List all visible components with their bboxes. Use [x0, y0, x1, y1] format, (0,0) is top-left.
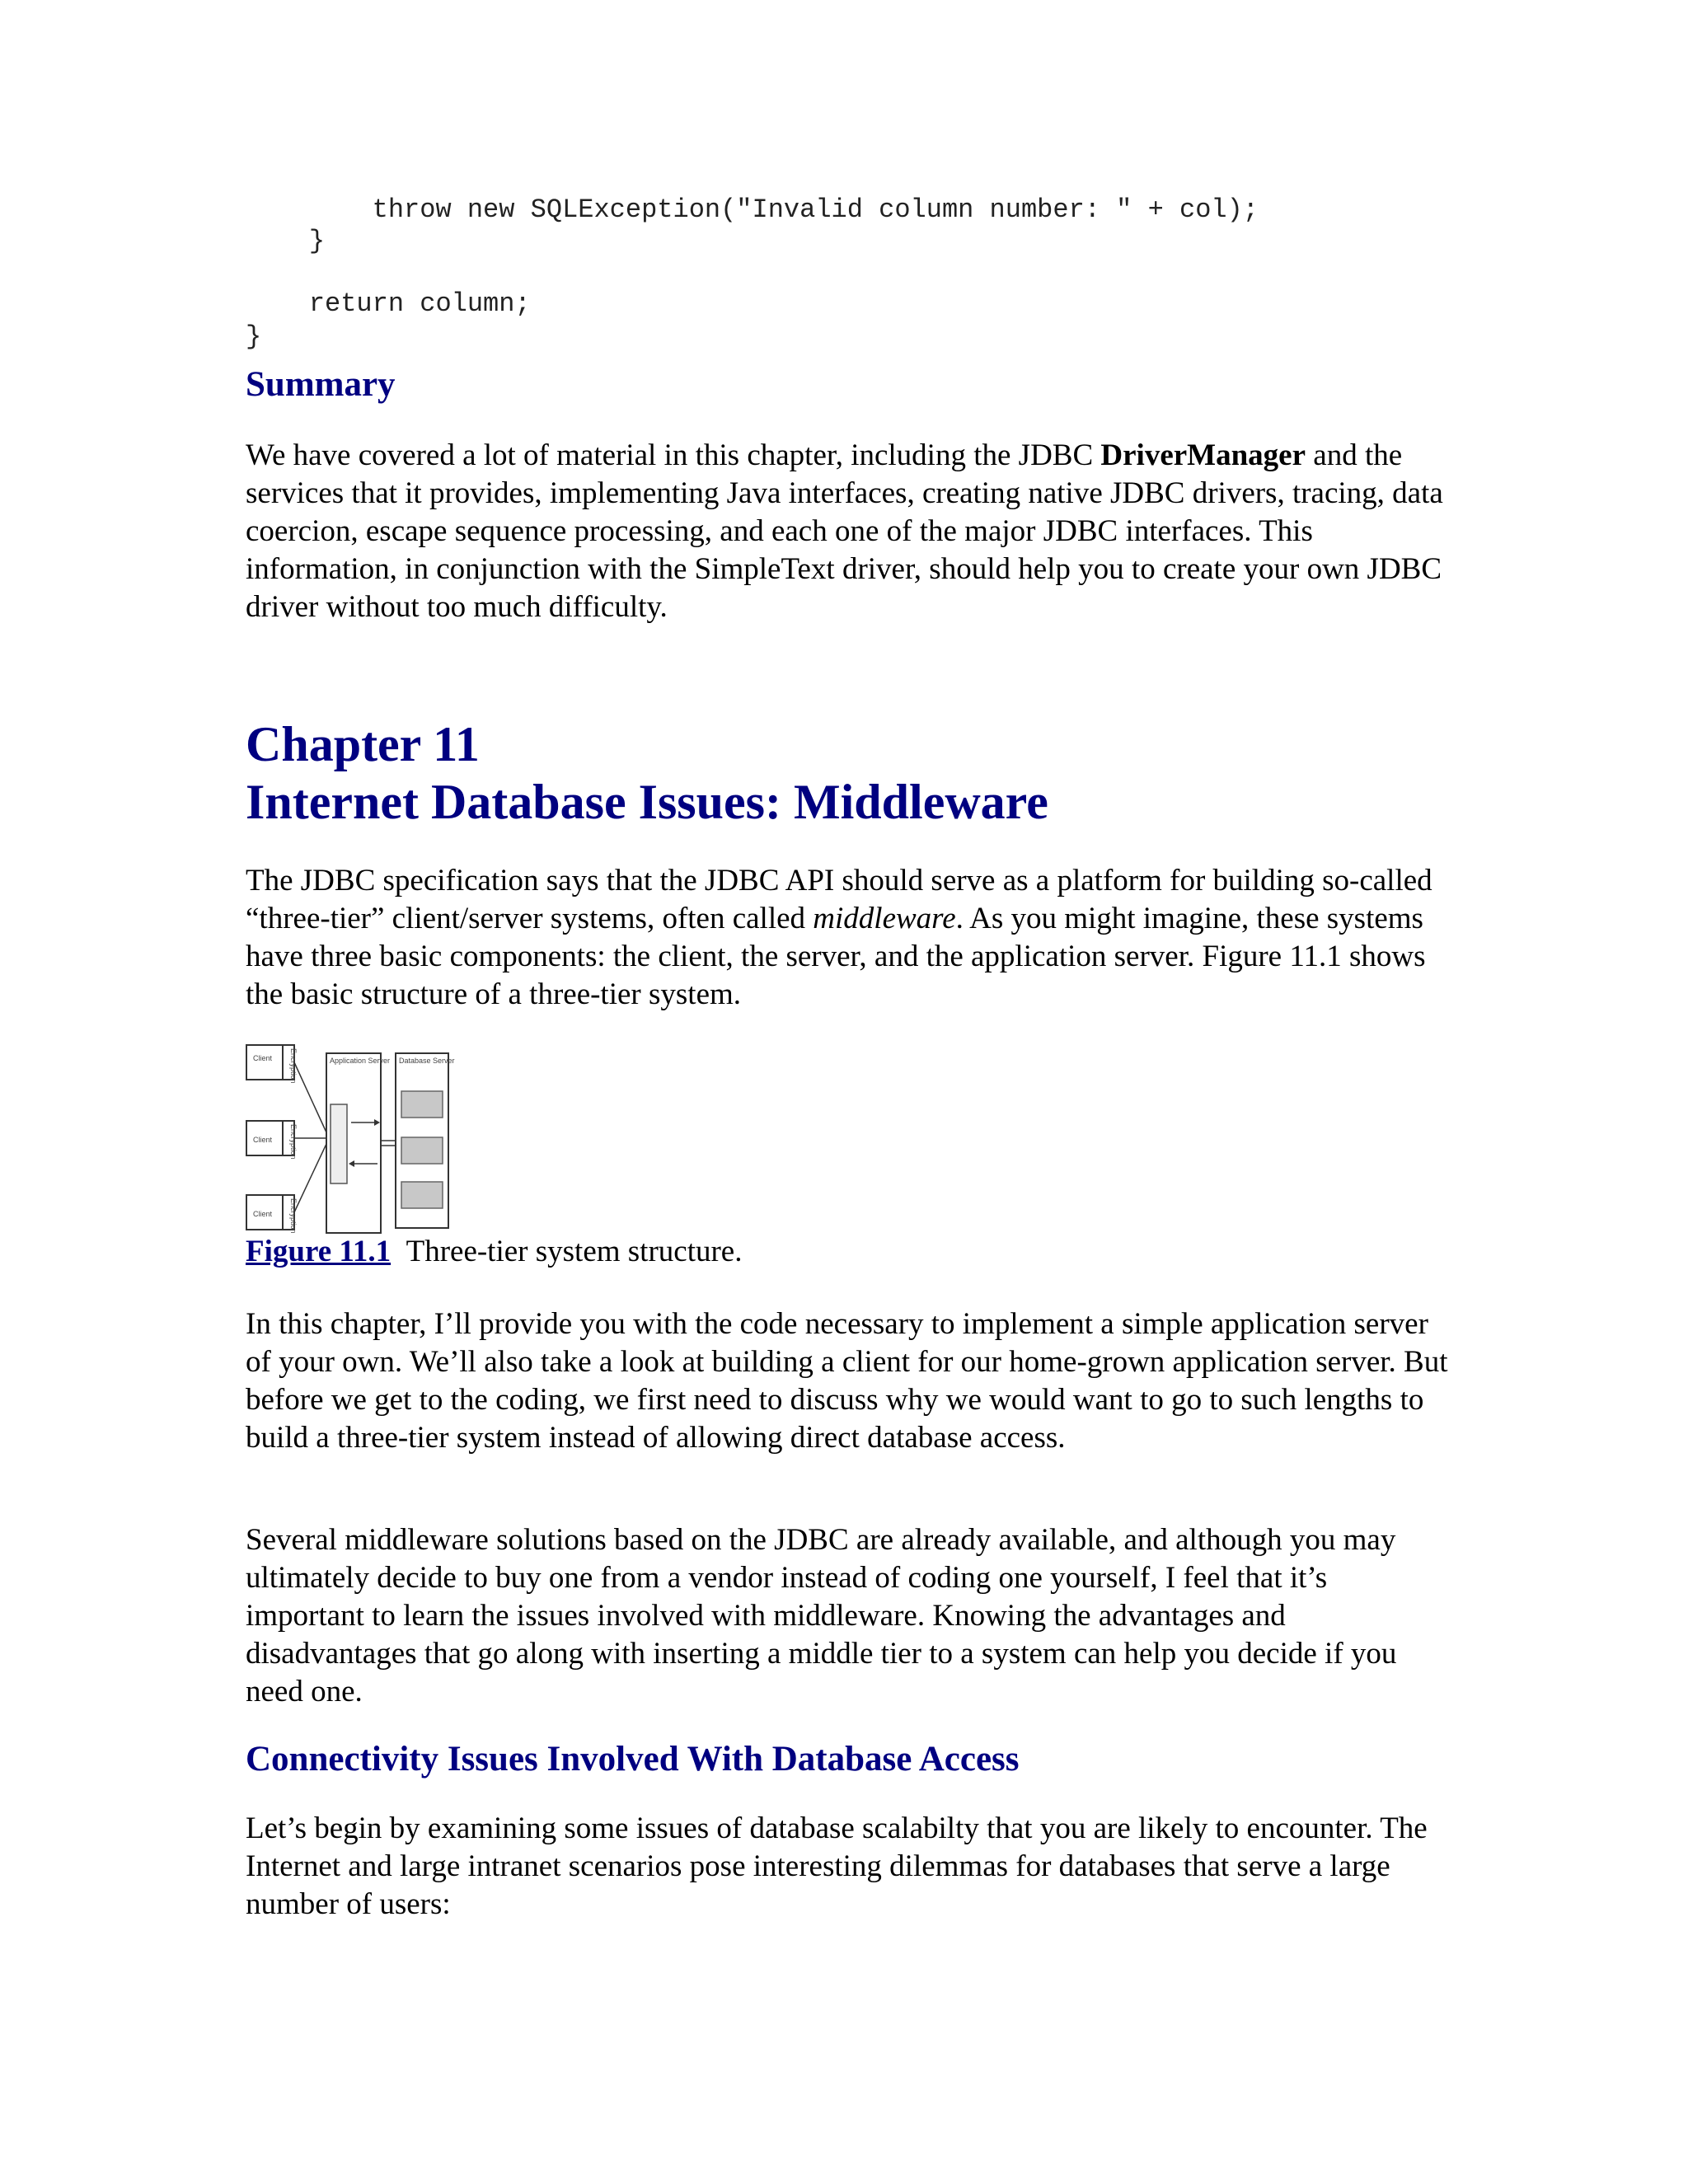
client-side-label-3: Encryption — [289, 1198, 298, 1234]
summary-paragraph — [246, 437, 1449, 626]
code-line-close-brace: } — [246, 226, 326, 256]
client-side-label-1: Encryption — [289, 1048, 298, 1084]
chapter-number: Chapter 11 — [246, 717, 480, 771]
link-client-1 — [294, 1062, 326, 1132]
summary-heading: Summary — [246, 365, 396, 404]
figure-link[interactable]: Figure 11.1 — [246, 1235, 392, 1268]
driver-manager-term: DriverManager — [1100, 438, 1306, 472]
code-line-return: return column; — [246, 288, 531, 319]
figure-caption — [246, 1233, 742, 1271]
link-client-3 — [294, 1144, 326, 1212]
app-server-module — [331, 1104, 347, 1183]
connectivity-heading: Connectivity Issues Involved With Database Access — [246, 1740, 1020, 1779]
client-label-2: Client — [253, 1136, 273, 1144]
db-server-label: Database Server — [399, 1057, 455, 1065]
intro-text-2: . As you might imagine, these systems have three basic components: the client, the server, and the application server. Figure 11.1 shows the basic structure of a three-tier system. — [246, 902, 1426, 1011]
figure-caption-text: Three-tier system structure. — [406, 1235, 743, 1268]
chapter-title: Internet Database Issues: Middleware — [246, 775, 1048, 829]
intro-paragraph — [246, 862, 1449, 1014]
client-label-3: Client — [253, 1210, 273, 1218]
connectivity-paragraph: Let’s begin by examining some issues of database scalabilty that you are likely to encounter. The Internet and large intranet scenarios pose interesting dilemmas for databases that serve a large number of users: — [246, 1811, 1428, 1921]
app-server-label: Application Server — [330, 1057, 391, 1065]
paragraph-chapter-intro: In this chapter, I’ll provide you with the code necessary to implement a simple application server of your own. We’ll also take a look at building a client for our home-grown application server. But before we get to the coding, we first need to discuss why we would want to go to such lengths to build a three-tier system instead of allowing direct database access. — [246, 1307, 1448, 1455]
client-box-1 — [246, 1045, 283, 1080]
three-tier-figure — [246, 1040, 460, 1242]
code-line-throw: throw new SQLException("Invalid column number: " + col); — [246, 194, 1259, 225]
intro-text-1: The JDBC specification says that the JDBC API should serve as a platform for building so-called “three-tier” client/server systems, often called — [246, 864, 1432, 935]
client-label-1: Client — [253, 1054, 273, 1062]
db-table-3 — [401, 1182, 443, 1208]
summary-text-end: and the services that it provides, implementing Java interfaces, creating native JDBC drivers, tracing, data coercion, escape sequence processing, and each one of the major JDBC interfaces. This information, in conjunction with the SimpleText driver, should help you to create your own JDBC driver without too much difficulty. — [246, 438, 1443, 624]
summary-text-start: We have covered a lot of material in this chapter, including the JDBC — [246, 438, 1101, 472]
code-line-final-brace: } — [246, 321, 262, 352]
paragraph-middleware-solutions: Several middleware solutions based on the JDBC are already available, and although you may ultimately decide to buy one from a vendor instead of coding one yourself, I feel that it’s important to learn the issues involved with middleware. Knowing the advantages and disadvantages that go along with inserting a middle tier to a system can help you decide if you need one. — [246, 1523, 1397, 1708]
three-tier-diagram — [246, 1040, 460, 1238]
client-side-label-2: Encryption — [289, 1124, 298, 1160]
db-table-2 — [401, 1137, 443, 1164]
db-table-1 — [401, 1091, 443, 1118]
middleware-term: middleware — [813, 902, 956, 935]
